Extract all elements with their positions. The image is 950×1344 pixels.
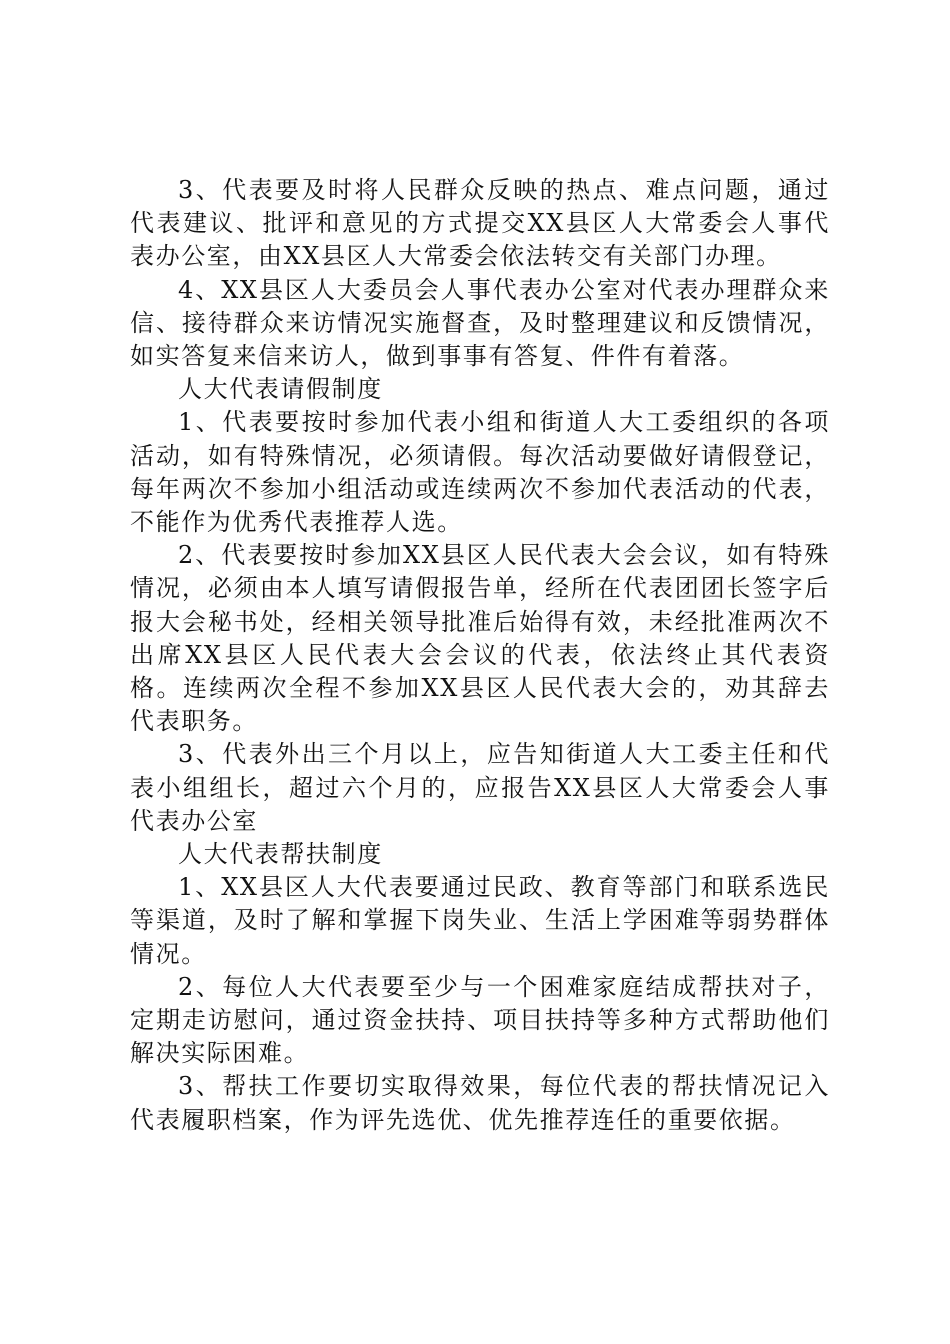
paragraph-6: 1、XX县区人大代表要通过民政、教育等部门和联系选民等渠道，及时了解和掌握下岗失业、生活上学困难等弱势群体情况。 xyxy=(130,873,830,968)
document-body xyxy=(130,174,830,1137)
paragraph-4: 2、代表要按时参加XX县区人民代表大会会议，如有特殊情况，必须由本人填写请假报告单，经所在代表团团长签字后报大会秘书处，经相关领导批准后始得有效，未经批准两次不出席XX县区人民代表大会会议的代表，依法终止其代表资格。连续两次全程不参加XX县区人民代表大会的，劝其辞去代表职务。 xyxy=(130,541,830,736)
section-heading-assistance: 人大代表帮扶制度 xyxy=(178,840,383,869)
paragraph-5: 3、代表外出三个月以上，应告知街道人大工委主任和代表小组组长，超过六个月的，应报告XX县区人大常委会人事代表办公室 xyxy=(130,740,830,835)
section-heading-leave: 人大代表请假制度 xyxy=(178,375,383,404)
paragraph-8: 3、帮扶工作要切实取得效果，每位代表的帮扶情况记入代表履职档案，作为评先选优、优先推荐连任的重要依据。 xyxy=(130,1072,830,1134)
paragraph-3: 1、代表要按时参加代表小组和街道人大工委组织的各项活动，如有特殊情况，必须请假。每次活动要做好请假登记，每年两次不参加小组活动或连续两次不参加代表活动的代表，不能作为优秀代表推荐人选。 xyxy=(130,408,830,537)
paragraph-1: 3、代表要及时将人民群众反映的热点、难点问题，通过代表建议、批评和意见的方式提交XX县区人大常委会人事代表办公室，由XX县区人大常委会依法转交有关部门办理。 xyxy=(130,176,830,271)
paragraph-2: 4、XX县区人大委员会人事代表办公室对代表办理群众来信、接待群众来访情况实施督查，及时整理建议和反馈情况，如实答复来信来访人，做到事事有答复、件件有着落。 xyxy=(130,275,830,371)
paragraph-7: 2、每位人大代表要至少与一个困难家庭结成帮扶对子，定期走访慰问，通过资金扶持、项目扶持等多种方式帮助他们解决实际困难。 xyxy=(130,972,830,1068)
